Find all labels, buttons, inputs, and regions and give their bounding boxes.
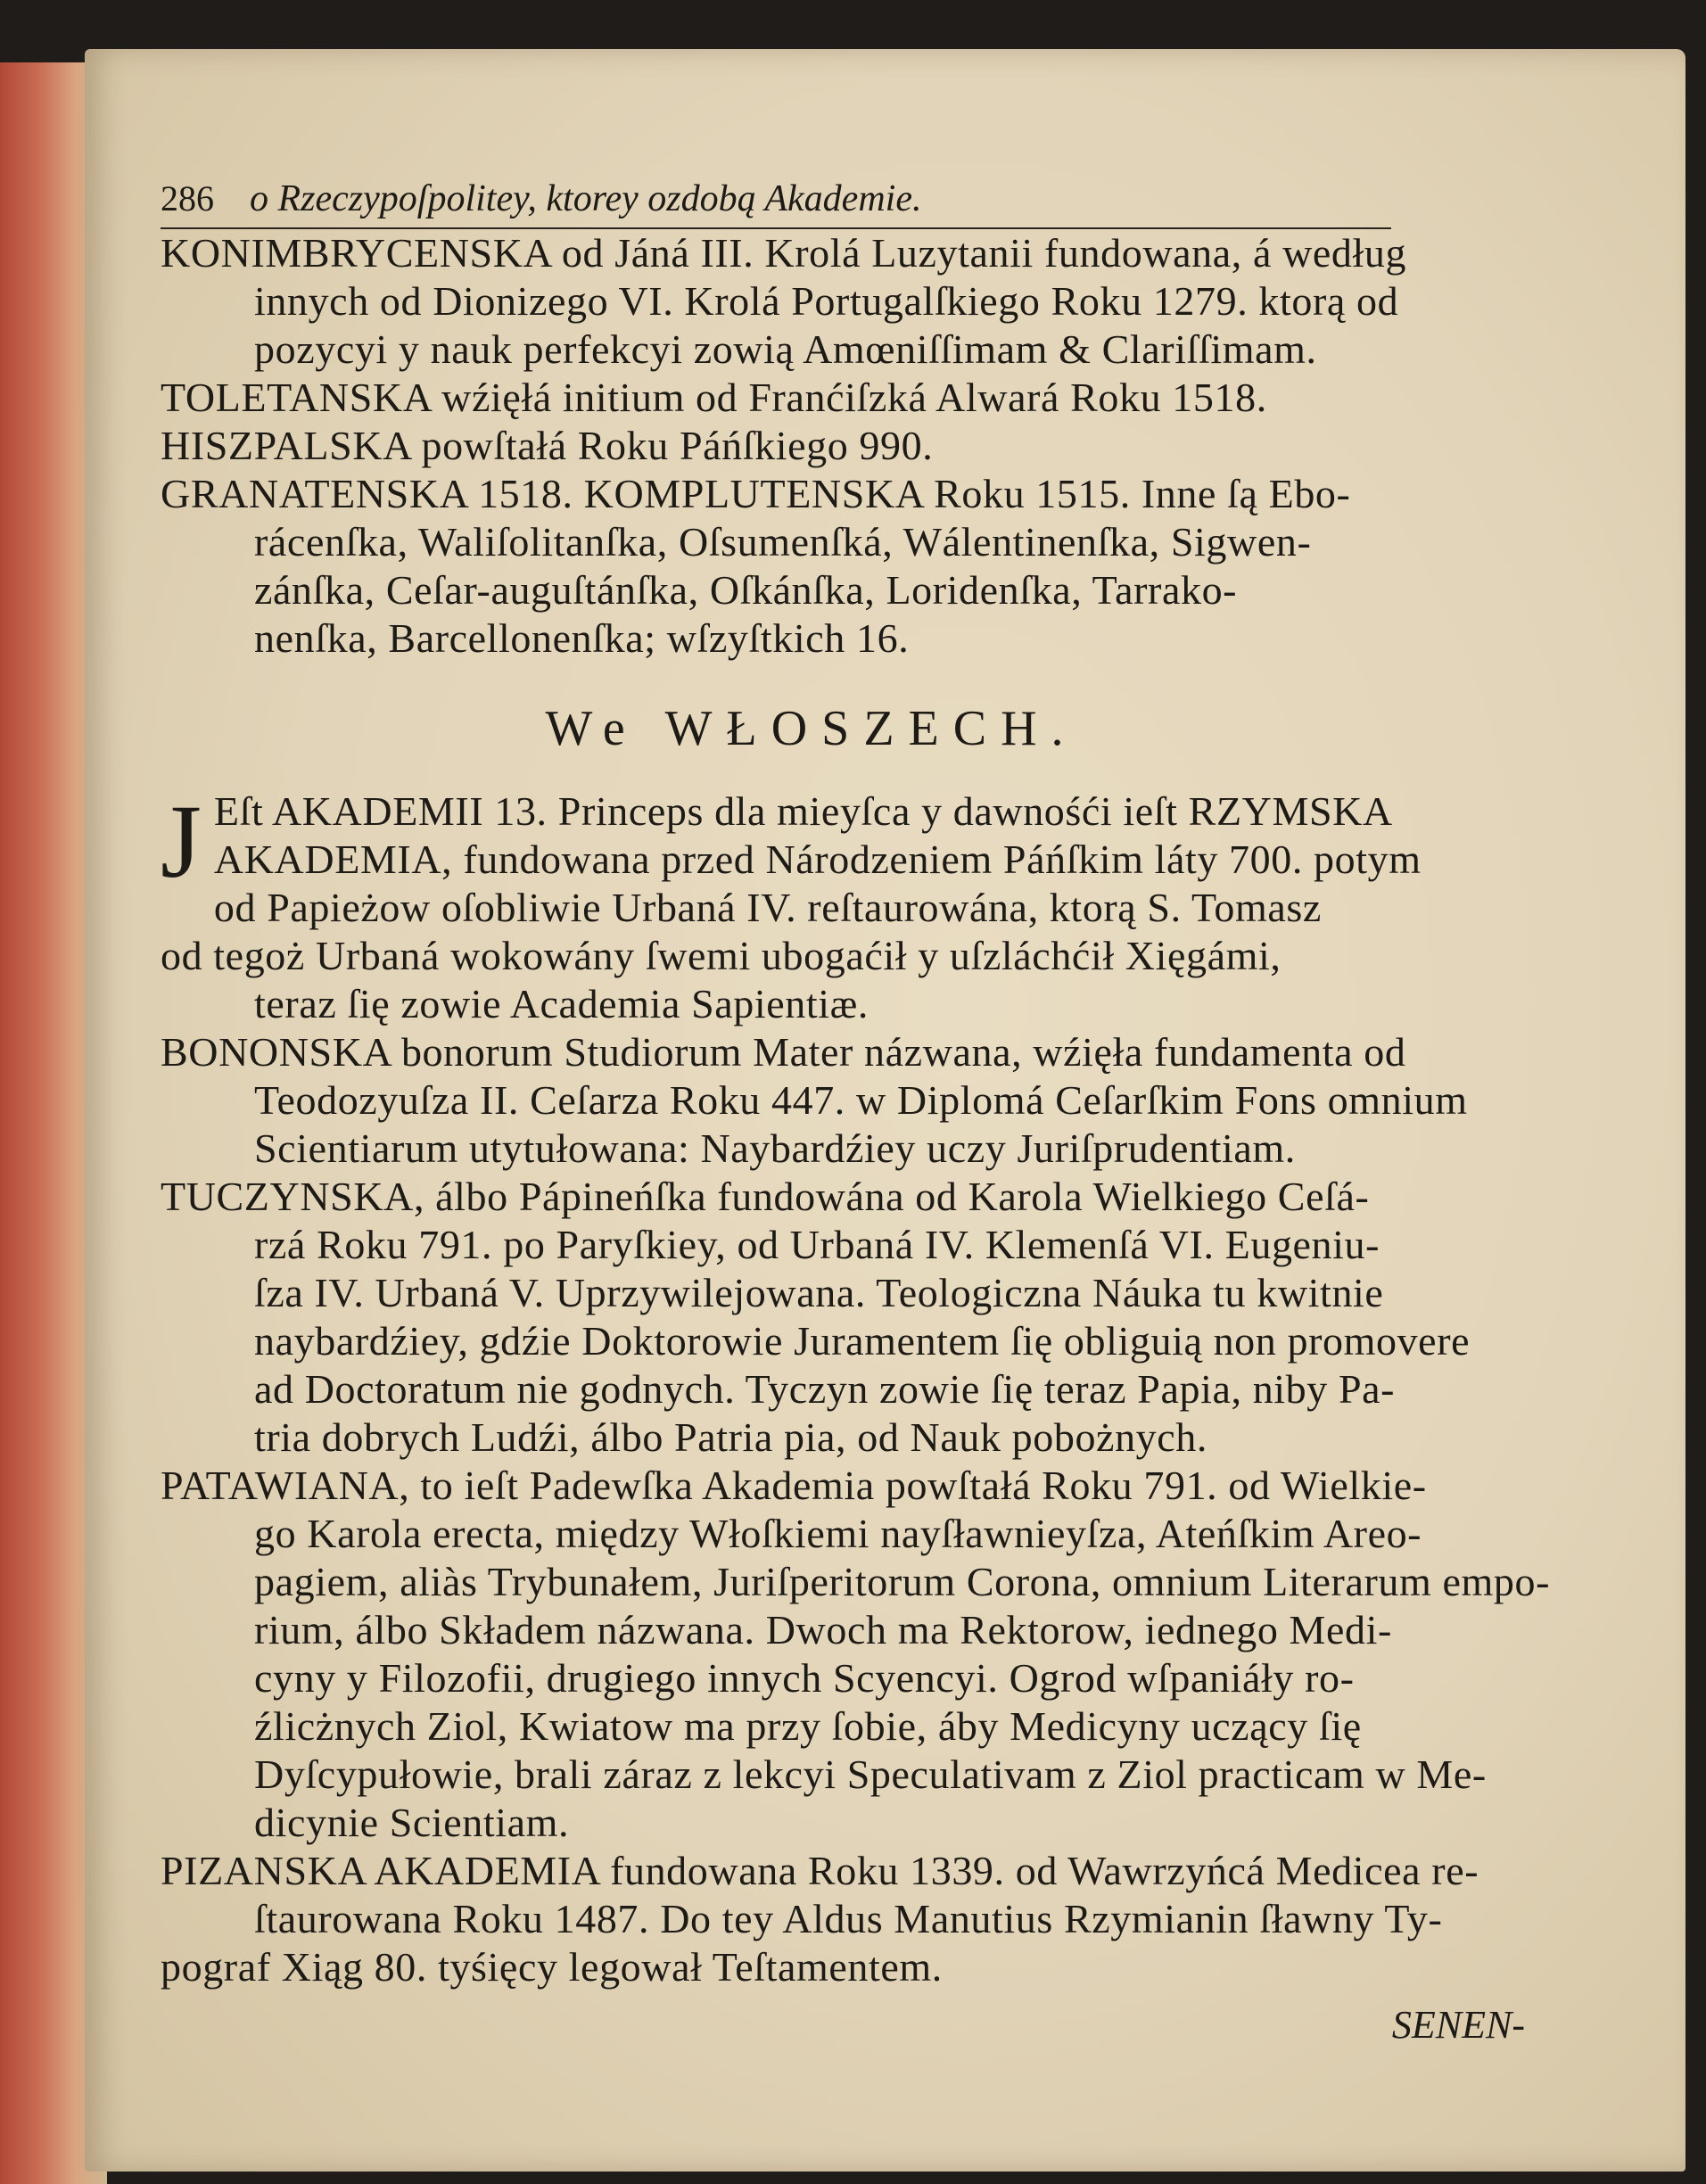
text-line: od Papieżow oſobliwie Urbaná IV. reſtaurowána, ktorą S. Tomasz (213, 885, 1322, 930)
text-line: zánſka, Ceſar-auguſtánſka, Oſkánſka, Loridenſka, Tarrako- (254, 567, 1238, 613)
text-line: Dyſcypułowie, brali záraz z lekcyi Speculativam z Ziol practicam w Me- (254, 1751, 1487, 1797)
text-line: Scientiarum utytułowana: Naybardźiey uczy Juriſprudentiam. (254, 1125, 1296, 1171)
text-line: PIZANSKA AKADEMIA fundowana Roku 1339. od Wawrzyńcá Medicea re- (161, 1848, 1479, 1893)
text-line: innych od Dionizego VI. Krolá Portugalſkiego Roku 1279. ktorą od (254, 278, 1399, 324)
text-line: BONONSKA bonorum Studiorum Mater názwana, wźięła fundamenta od (161, 1029, 1406, 1075)
catchword: SENEN- (1391, 2003, 1525, 2047)
text-line: rácenſka, Waliſolitanſka, Oſsumenſká, Wálentinenſka, Sigwen- (254, 519, 1312, 565)
text-line: źlicżnych Ziol, Kwiatow ma przy ſobie, áby Medicyny uczący ſię (254, 1703, 1362, 1749)
text-line: go Karola erecta, między Włoſkiemi nayſławnieyſza, Ateńſkim Areo- (254, 1511, 1422, 1556)
drop-cap: J (161, 783, 202, 900)
text-line: dicynie Scientiam. (254, 1800, 570, 1845)
text-line: rzá Roku 791. po Paryſkiey, od Urbaná IV. Klemenſá VI. Eugeniu- (254, 1222, 1380, 1267)
text-line: TOLETANSKA wźięłá initium od Franćiſzká Alwará Roku 1518. (161, 375, 1267, 420)
text-line: pograf Xiąg 80. tyśięcy legował Teſtamentem. (161, 1944, 943, 1990)
text-line: PATAWIANA, to ieſt Padewſka Akademia powſtałá Roku 791. od Wielkie- (161, 1463, 1427, 1508)
text-line: GRANATENSKA 1518. KOMPLUTENSKA Roku 1515. Inne ſą Ebo- (161, 471, 1351, 516)
text-line: naybardźiey, gdźie Doktorowie Juramentem ſię obliguią non promovere (254, 1318, 1471, 1364)
spain-universities-block (161, 229, 1605, 663)
text-line: tria dobrych Ludźi, álbo Patria pia, od Nauk pobożnych. (254, 1414, 1207, 1460)
text-line: Teodozyuſza II. Ceſarza Roku 447. w Diplomá Ceſarſkim Fons omnium (254, 1077, 1468, 1123)
text-line: ad Doctoratum nie godnych. Tyczyn zowie ſię teraz Papia, niby Pa- (254, 1366, 1396, 1412)
text-line: rium, álbo Składem názwana. Dwoch ma Rektorow, iednego Medi- (254, 1607, 1392, 1652)
page-header (161, 174, 1391, 229)
text-line: HISZPALSKA powſtałá Roku Páńſkiego 990. (161, 423, 934, 468)
text-line: od tegoż Urbaná wokowány ſwemi ubogaćił y uſzláchćił Xięgámi, (161, 933, 1282, 978)
italy-universities-block (161, 783, 1605, 1991)
page-text (161, 174, 1605, 2048)
text-line: pozycyi y nauk perfekcyi zowią Amœniſſimam & Clariſſimam. (254, 326, 1317, 372)
text-line: ſza IV. Urbaná V. Uprzywilejowana. Teologiczna Náuka tu kwitnie (254, 1270, 1384, 1315)
text-line: pagiem, aliàs Trybunałem, Juriſperitorum Corona, omnium Literarum empo- (254, 1559, 1551, 1604)
text-line: ſtaurowana Roku 1487. Do tey Aldus Manutius Rzymianin ſławny Ty- (254, 1896, 1443, 1941)
page-number: 286 (161, 178, 214, 218)
text-line: teraz ſię zowie Academia Sapientiæ. (254, 981, 869, 1026)
section-heading: We WŁOSZECH. (545, 701, 1078, 756)
text-line: KONIMBRYCENSKA od Jáná III. Krolá Luzytanii fundowana, á według (161, 230, 1407, 276)
text-line: Eſt AKADEMII 13. Princeps dla mieyſca y dawnośći ieſt RZYMSKA (213, 788, 1393, 834)
text-line: TUCZYNSKA, álbo Pápineńſka fundowána od Karola Wielkiego Ceſá- (161, 1174, 1370, 1219)
text-line: AKADEMIA, fundowana przed Národzeniem Páńſkim láty 700. potym (213, 837, 1422, 882)
text-line: nenſka, Barcellonenſka; wſzyſtkich 16. (254, 615, 910, 661)
text-line: cyny y Filozofii, drugiego innych Scyencyi. Ogrod wſpaniáły ro- (254, 1655, 1355, 1701)
running-title: o Rzeczypoſpolitey, ktorey ozdobą Akademie. (250, 178, 922, 219)
